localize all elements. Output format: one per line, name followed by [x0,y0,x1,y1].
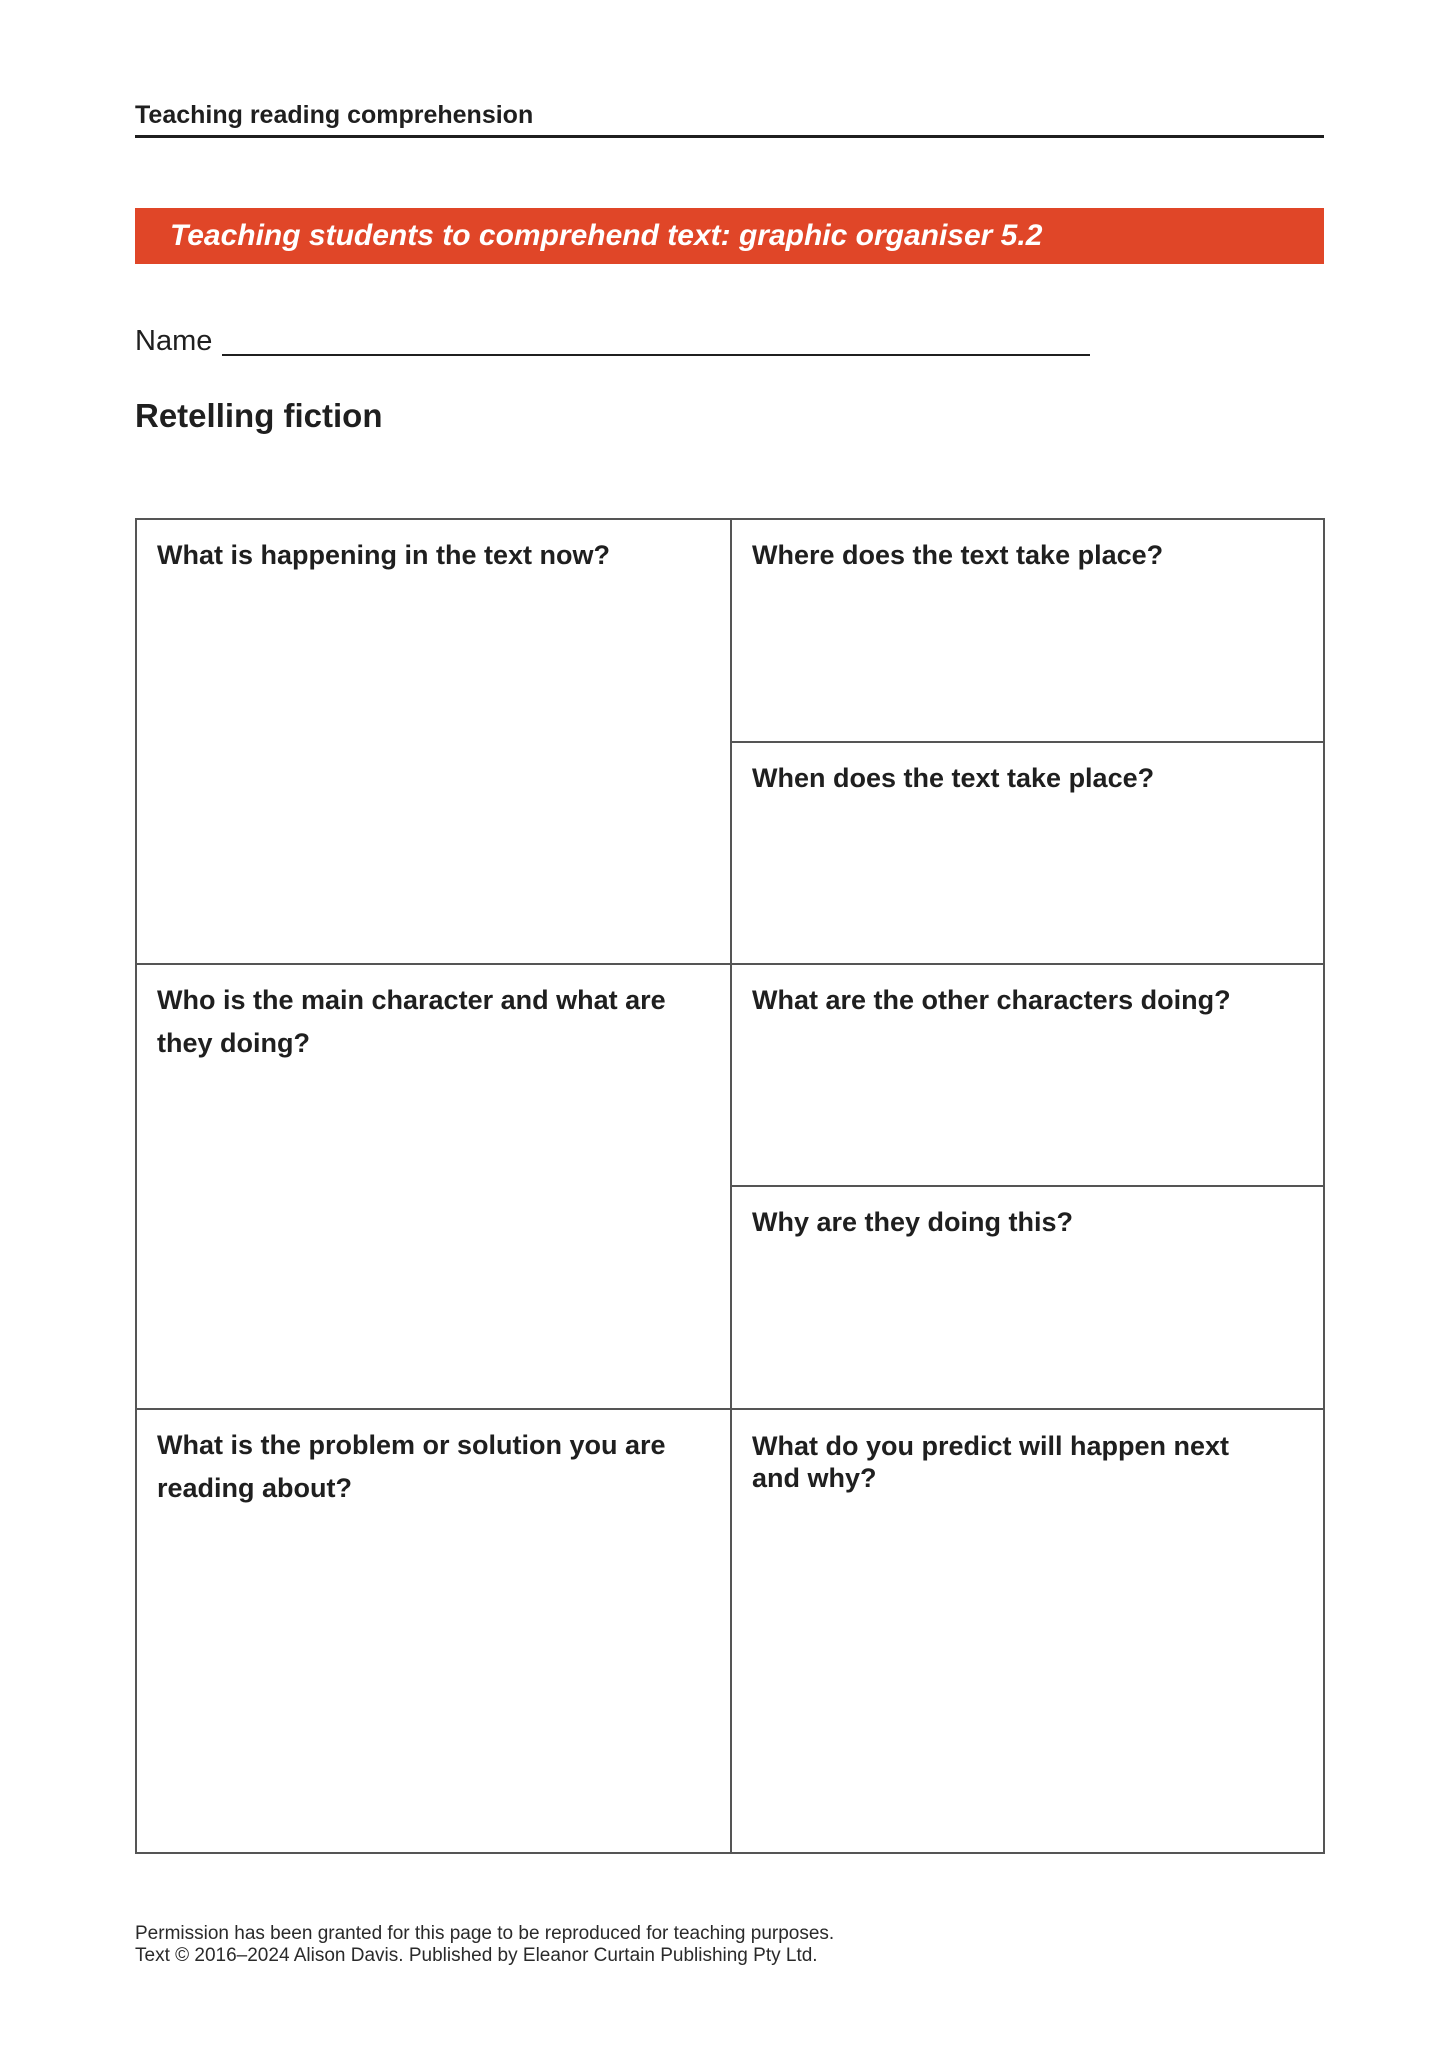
graphic-organiser-grid [135,518,1325,1854]
running-header [135,100,1324,138]
running-header-title: Teaching reading comprehension [135,101,534,129]
cell-problem-solution[interactable] [137,1410,730,1852]
title-banner [135,208,1324,264]
section-title: Retelling fiction [135,397,383,434]
name-row [135,315,1090,357]
cell-where[interactable] [732,520,1323,741]
question-problem-solution: What is the problem or solution you are reading about? [157,1430,666,1503]
footer-permission: Permission has been granted for this page to be reproduced for teaching purposes. [135,1923,835,1944]
footer-copyright: Text © 2016–2024 Alison Davis. Published by Eleanor Curtain Publishing Pty Ltd. [135,1945,818,1966]
cell-prediction[interactable] [732,1410,1323,1852]
cell-other-characters[interactable] [732,965,1323,1185]
question-other-characters: What are the other characters doing? [752,985,1231,1015]
name-field[interactable] [222,354,1090,356]
question-prediction: What do you predict will happen next and why? [752,1431,1230,1493]
cell-main-character[interactable] [137,965,730,1408]
question-when: When does the text take place? [752,763,1155,793]
name-label: Name [135,325,213,357]
cell-happening-now[interactable] [137,520,730,963]
question-happening-now: What is happening in the text now? [157,540,610,570]
footer [135,1923,834,1967]
question-why: Why are they doing this? [752,1207,1074,1237]
banner-title: Teaching students to comprehend text: graphic organiser 5.2 [170,219,1043,252]
cell-why[interactable] [732,1187,1323,1408]
question-where: Where does the text take place? [752,540,1164,570]
question-main-character: Who is the main character and what are they doing? [157,985,666,1058]
cell-when[interactable] [732,743,1323,963]
